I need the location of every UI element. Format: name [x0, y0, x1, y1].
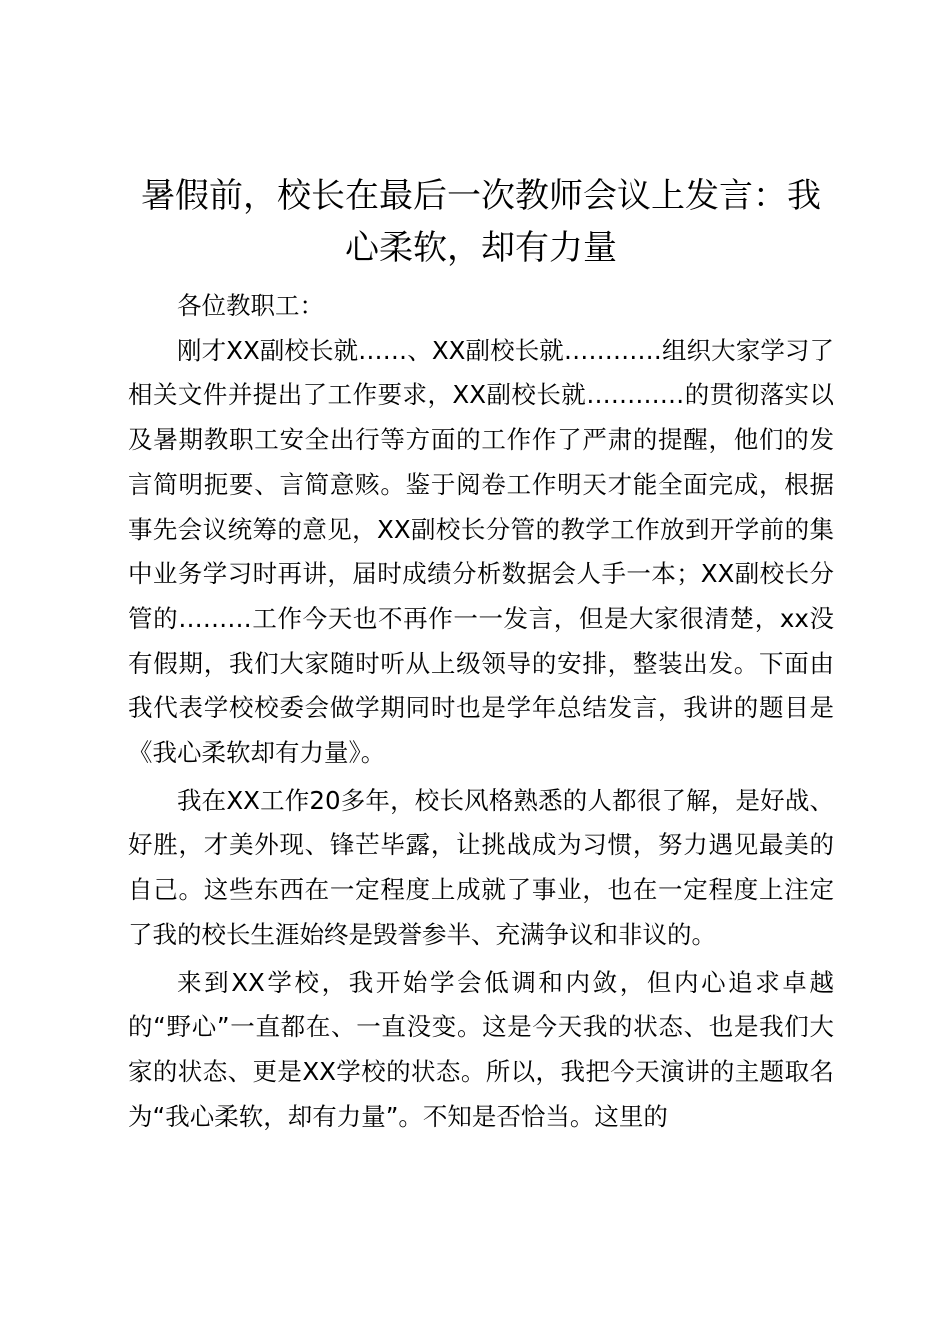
paragraph-3: 来到XX学校，我开始学会低调和内敛，但内心追求卓越的“野心”一直都在、一直没变。这是今天我的状态、也是我们大家的状态、更是XX学校的状态。所以，我把今天演讲的主题取名为“我心柔软，却有力量”。不知是否恰当。这里的: [128, 967, 834, 1131]
document-page: [128, 170, 834, 1139]
document-body: [128, 284, 834, 1139]
salutation: 各位教职工：: [177, 291, 324, 320]
document-title: 暑假前，校长在最后一次教师会议上发言：我心柔软，却有力量: [141, 176, 821, 268]
paragraph-2: 我在XX工作20多年，校长风格熟悉的人都很了解，是好战、好胜，才美外现、锋芒毕露，让挑战成为习惯，努力遇见最美的自己。这些东西在一定程度上成就了事业，也在一定程度上注定了我的校长生涯始终是毁誉参半、充满争议和非议的。: [128, 785, 834, 949]
paragraph-1: 刚才XX副校长就……、XX副校长就…………组织大家学习了相关文件并提出了工作要求，XX副校长就…………的贯彻落实以及暑期教职工安全出行等方面的工作作了严肃的提醒，他们的发言简明扼要、言简意赅。鉴于阅卷工作明天才能全面完成，根据事先会议统筹的意见，XX副校长分管的教学工作放到开学前的集中业务学习时再讲，届时成绩分析数据会人手一本；XX副校长分管的………工作今天也不再作一一发言，但是大家很清楚，xx没有假期，我们大家随时听从上级领导的安排，整装出发。下面由我代表学校校委会做学期同时也是学年总结发言，我讲的题目是《我心柔软却有力量》。: [128, 335, 834, 768]
